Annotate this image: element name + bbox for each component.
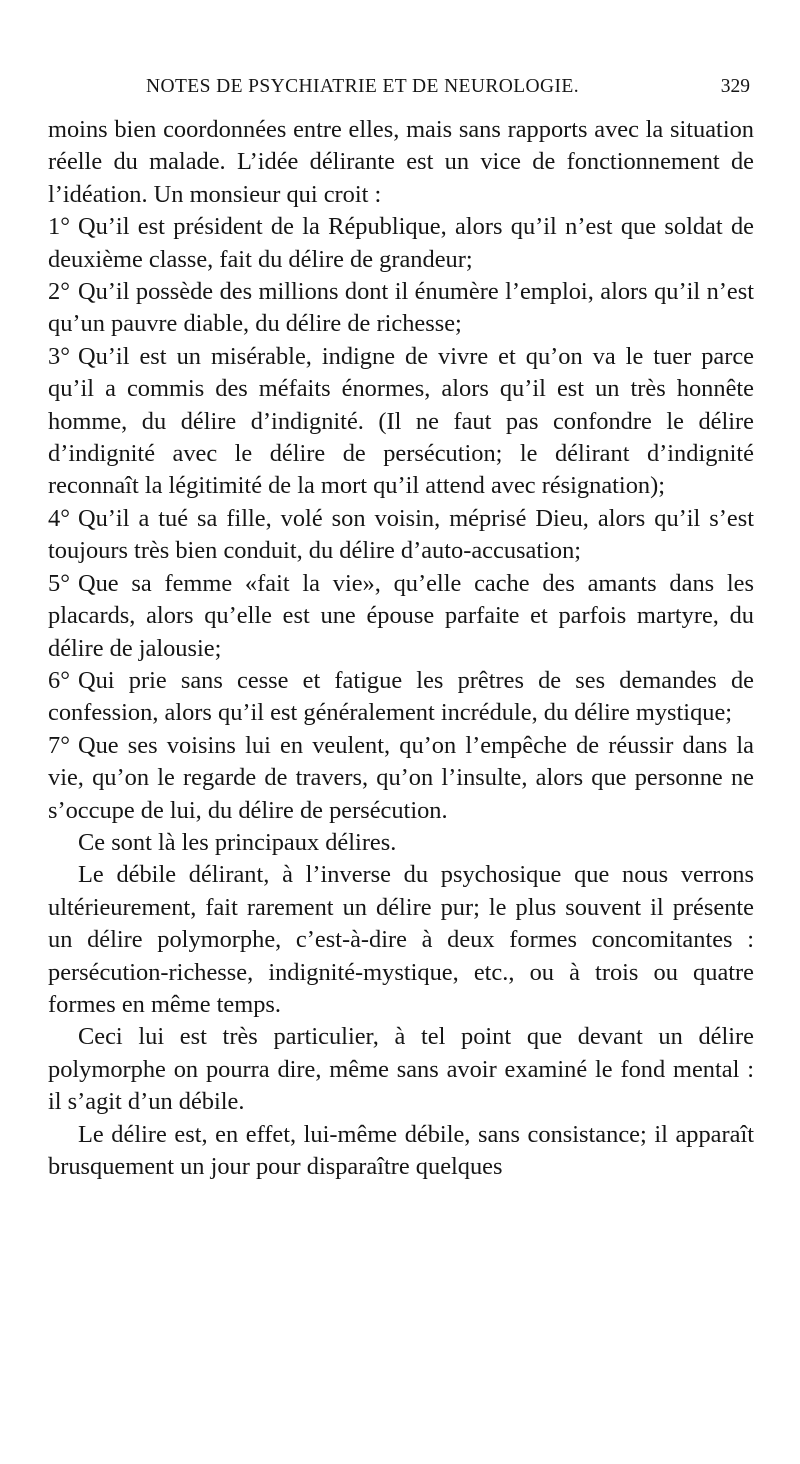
list-item xyxy=(48,665,754,730)
item-text: Que ses voisins lui en veulent, qu’on l’empêche de réussir dans la vie, qu’on le regarde de travers, qu’on l’insulte, alors que personne ne s’occupe de lui, du délire de persécution. xyxy=(48,731,754,824)
list-item xyxy=(48,276,754,341)
item-text: Qui prie sans cesse et fatigue les prêtres de ses demandes de confession, alors qu’il est généralement incrédule, du délire mystique; xyxy=(48,666,754,727)
page-number: 329 xyxy=(720,76,750,97)
paragraph-continuation: moins bien coordonnées entre elles, mais sans rapports avec la situation réelle du malade. L’idée délirante est un vice de fonctionnement de l’idéation. Un monsieur qui croit : xyxy=(48,116,754,208)
item-number: 1° xyxy=(48,213,70,241)
item-number: 2° xyxy=(48,278,70,306)
running-header xyxy=(48,72,754,102)
item-number: 3° xyxy=(48,342,70,370)
item-number: 5° xyxy=(48,569,70,597)
paragraph: Ceci lui est très particulier, à tel point que devant un délire polymorphe on pourra dire, même sans avoir examiné le fond mental : il s’agit d’un débile. xyxy=(48,1023,754,1116)
paragraph: Ce sont là les principaux délires. xyxy=(78,828,397,856)
paragraph: Le délire est, en effet, lui-même débile, sans consistance; il apparaît brusquement un jour pour disparaître quelques xyxy=(48,1120,754,1180)
body-text xyxy=(48,114,754,1183)
item-number: 4° xyxy=(48,504,70,532)
list-item xyxy=(48,503,754,568)
item-number: 6° xyxy=(48,666,70,694)
item-text: Qu’il est président de la République, alors qu’il n’est que soldat de deuxième classe, fait du délire de grandeur; xyxy=(48,213,754,273)
running-title: NOTES DE PSYCHIATRIE ET DE NEUROLOGIE. xyxy=(146,76,579,97)
list-item xyxy=(48,341,754,503)
item-text: Qu’il possède des millions dont il énumère l’emploi, alors qu’il n’est qu’un pauvre diable, du délire de richesse; xyxy=(48,278,754,338)
item-text: Qu’il est un misérable, indigne de vivre et qu’on va le tuer parce qu’il a commis des méfaits énormes, alors qu’il est un très honnête homme, du délire d’indignité. (Il ne faut pas confondre le délire d’indignité avec le délire de persécution; le délirant d’indignité reconnaît la légitimité de la mort qu’il attend avec résignation); xyxy=(48,342,754,500)
paragraph: Le débile délirant, à l’inverse du psychosique que nous verrons ultérieurement, fait rarement un délire pur; le plus souvent il présente un délire polymorphe, c’est-à-dire à deux formes concomitantes : persécution-richesse, indignité-mystique, etc., ou à trois ou quatre formes en même temps. xyxy=(48,861,754,1018)
item-number: 7° xyxy=(48,731,70,759)
item-text: Qu’il a tué sa fille, volé son voisin, méprisé Dieu, alors qu’il s’est toujours très bien conduit, du délire d’auto-accusation; xyxy=(48,504,754,565)
item-text: Que sa femme «fait la vie», qu’elle cache des amants dans les placards, alors qu’elle est une épouse parfaite et parfois martyre, du délire de jalousie; xyxy=(48,569,754,662)
list-item xyxy=(48,730,754,827)
book-page xyxy=(48,0,754,1464)
list-item xyxy=(48,568,754,665)
list-item xyxy=(48,211,754,276)
